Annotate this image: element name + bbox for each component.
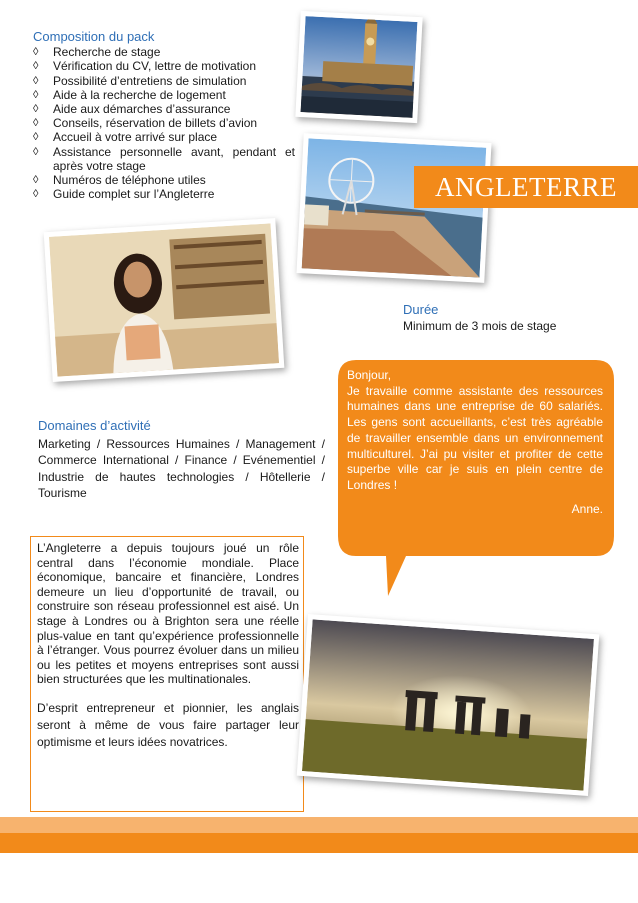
footer-bar-accent [0, 833, 638, 853]
list-item: ◊ Conseils, réservation de billets d’avion [33, 116, 258, 131]
country-banner: ANGLETERRE [414, 166, 638, 208]
list-item: ◊ Guide complet sur l’Angleterre [33, 187, 215, 202]
testimonial-text [347, 368, 603, 517]
pack-list [33, 45, 295, 201]
duration-title: Durée [403, 302, 439, 317]
testimonial-body: Je travaille comme assistante des ressources humaines dans une entreprise de 60 salariés. Les gens sont accueillants, c’est très agréable de travailler ensemble dans un environnement multiculturel. J’ai pu visiter et profiter de cette superbe ville car je suis en plein centre de Londres ! [347, 383, 603, 492]
pack-title: Composition du pack [33, 29, 155, 44]
duration-section [403, 302, 556, 333]
diamond-bullet-icon: ◊ [33, 117, 39, 130]
diamond-bullet-icon: ◊ [33, 103, 39, 116]
intro-paragraph-2: D’esprit entrepreneur et pionnier, les anglais seront à même de vous faire partager leur optimisme et leurs idées novatrices. [37, 700, 299, 749]
list-item: ◊ Numéros de téléphone utiles [33, 173, 206, 188]
intro-paragraph-1: L’Angleterre a depuis toujours joué un rôle central dans l’économie mondiale. Place économique, bancaire et financière, Londres demeure un lieu d’opportunité de travail, ou construire son réseau professionnel est aisé. Un stage à Londres ou à Brighton sera une réelle plus-value en tant qu’expérience professionnelle à l’étranger. Vous pourrez évoluer dans un milieu ou les petites et moyens entreprises sont aussi bien structurées que les multinationales. [37, 541, 299, 687]
list-item: ◊ Vérification du CV, lettre de motivation [33, 59, 256, 74]
footer-bar-light [0, 817, 638, 833]
diamond-bullet-icon: ◊ [33, 74, 39, 87]
diamond-bullet-icon: ◊ [33, 88, 39, 101]
diamond-bullet-icon: ◊ [33, 131, 39, 144]
list-item: ◊ Possibilité d’entretiens de simulation [33, 73, 247, 88]
duration-value: Minimum de 3 mois de stage [403, 319, 557, 333]
diamond-bullet-icon: ◊ [33, 145, 39, 158]
intro-box [30, 536, 304, 812]
brighton-beach-photo [296, 133, 491, 283]
london-big-ben-photo [295, 11, 422, 123]
student-library-photo [44, 218, 285, 382]
stonehenge-sunset-photo [297, 614, 600, 796]
diamond-bullet-icon: ◊ [33, 174, 39, 187]
testimonial-signature: Anne. [571, 501, 603, 516]
domains-title: Domaines d’activité [38, 418, 151, 433]
domains-text: Marketing / Ressources Humaines / Management / Commerce International / Finance / Evénementiel / Industrie de hautes technologies / Hôtellerie / Tourisme [38, 436, 325, 500]
diamond-bullet-icon: ◊ [33, 46, 39, 59]
diamond-bullet-icon: ◊ [33, 60, 39, 73]
diamond-bullet-icon: ◊ [33, 188, 39, 201]
list-item: ◊ Accueil à votre arrivé sur place [33, 130, 218, 145]
list-item: ◊ Aide à la recherche de logement [33, 87, 226, 102]
list-item: ◊ Assistance personnelle avant, pendant et après votre stage [33, 144, 295, 173]
list-item: ◊ Recherche de stage [33, 45, 161, 60]
list-item: ◊ Aide aux démarches d’assurance [33, 102, 231, 117]
domains-section [38, 418, 325, 502]
pack-section [33, 30, 295, 201]
testimonial-greeting: Bonjour, [347, 368, 392, 382]
